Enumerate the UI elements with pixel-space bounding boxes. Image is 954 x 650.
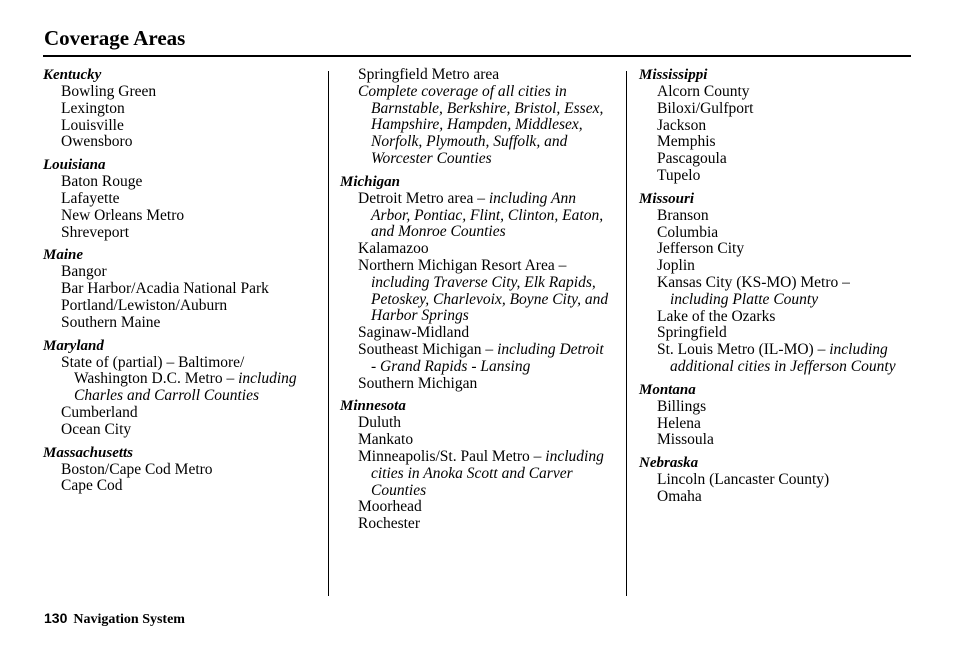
city-name: Springfield [657,324,727,342]
city-name: Billings [657,397,707,415]
column-1 [43,67,315,495]
city-entry [639,225,911,242]
city-list [43,84,315,151]
page-footer [44,609,185,629]
coverage-note: including Traverse City, Elk Rapids, Petoskey, Charlevoix, Boyne City, and Harbor Springs [371,273,609,325]
city-entry [43,225,315,242]
city-list [340,415,612,533]
state-heading: Louisiana [43,157,106,174]
city-entry [639,151,911,168]
city-name: St. Louis Metro (IL-MO) – [657,341,830,359]
city-name: Tupelo [657,166,701,184]
city-list [43,355,315,439]
city-name: Lafayette [61,189,120,207]
city-entry [43,208,315,225]
state-heading: Maine [43,247,84,264]
city-entry [340,191,612,241]
city-entry [639,342,911,376]
city-entry [43,355,315,405]
title-divider [43,55,911,57]
city-entry [340,376,612,393]
city-entry [639,241,911,258]
city-list [639,208,911,376]
city-entry [340,342,612,376]
city-list [43,264,315,331]
city-entry [639,432,911,449]
state-heading: Montana [639,381,696,398]
city-name: Biloxi/Gulfport [657,99,754,117]
coverage-note: including Platte County [670,290,819,308]
city-name: Pascagoula [657,150,727,168]
city-name: Alcorn County [657,83,750,100]
city-name: Louisville [61,116,124,134]
city-entry [43,281,315,298]
city-entry [43,101,315,118]
city-name: Helena [657,414,701,432]
city-name: Omaha [657,487,702,505]
city-entry [43,264,315,281]
city-list [639,399,911,449]
city-list [43,174,315,241]
footer-label: Navigation System [73,612,185,627]
city-name: Lincoln (Lancaster County) [657,471,830,489]
city-entry [43,315,315,332]
city-name: State of (partial) – Baltimore/ Washington D.C. Metro – [61,353,245,388]
state-heading: Nebraska [639,455,699,472]
city-name: Northern Michigan Resort Area – [358,256,567,274]
city-name: Lexington [61,99,125,117]
city-entry [43,174,315,191]
city-entry [639,258,911,275]
state-heading: Maryland [43,337,104,354]
city-name: Southeast Michigan – [358,340,498,358]
city-name: Kansas City (KS-MO) Metro – [657,273,850,291]
city-entry [639,118,911,135]
city-entry [639,489,911,506]
city-entry [639,208,911,225]
coverage-note: including Ann Arbor, Pontiac, Flint, Clinton, Eaton, and Monroe Counties [371,189,604,241]
city-name: Southern Maine [61,313,161,331]
city-name: Minneapolis/St. Paul Metro – [358,447,546,465]
city-name: Bowling Green [61,83,157,100]
city-entry [43,422,315,439]
city-name: Detroit Metro area – [358,189,489,207]
city-list [43,462,315,496]
city-name: Baton Rouge [61,173,143,191]
coverage-note: including Detroit - Grand Rapids - Lansing [371,340,604,375]
city-entry [340,432,612,449]
state-heading: Mississippi [639,67,708,83]
city-name: Boston/Cape Cod Metro [61,460,213,478]
page-title: Coverage Areas [44,26,186,50]
city-entry [639,84,911,101]
city-name: Moorhead [358,498,422,516]
city-entry [43,405,315,422]
city-name: Cape Cod [61,477,123,495]
city-entry [639,101,911,118]
city-entry [639,309,911,326]
city-entry [43,191,315,208]
city-entry [639,275,911,309]
city-list [340,67,612,168]
city-name: Branson [657,206,709,224]
coverage-note: Complete coverage of all cities in Barnstable, Berkshire, Bristol, Essex, Hampshire, Hampden, Middlesex, Norfolk, Plymouth, Suffolk, and Worcester Counties [358,82,604,167]
city-entry [639,399,911,416]
city-name: Jefferson City [657,240,745,258]
state-heading: Minnesota [340,398,406,415]
city-name: Southern Michigan [358,374,478,392]
column-3 [639,67,911,506]
coverage-note: including Charles and Carroll Counties [74,370,297,405]
city-entry [639,472,911,489]
city-entry [43,478,315,495]
city-list [340,191,612,393]
city-name: Bangor [61,263,107,281]
city-entry [639,168,911,185]
city-entry [340,258,612,325]
city-name: Bar Harbor/Acadia National Park [61,280,269,298]
city-entry [639,134,911,151]
city-name: Lake of the Ozarks [657,307,776,325]
city-list [639,84,911,185]
city-name: Mankato [358,431,414,449]
city-entry [340,241,612,258]
city-list [639,472,911,506]
city-name: Cumberland [61,403,138,421]
city-name: Owensboro [61,133,133,151]
city-name: New Orleans Metro [61,206,185,224]
column-2 [340,67,612,533]
state-heading: Michigan [340,173,401,190]
city-entry [43,134,315,151]
state-heading: Missouri [639,190,695,207]
city-entry [639,325,911,342]
city-name: Saginaw-Midland [358,324,470,342]
city-entry [340,499,612,516]
city-entry [340,449,612,499]
coverage-note: including cities in Anoka Scott and Carver Counties [371,447,604,499]
column-divider [328,71,329,596]
city-name: Kalamazoo [358,240,429,258]
state-heading: Massachusetts [43,444,134,461]
city-entry [43,84,315,101]
city-name: Memphis [657,133,716,151]
city-name: Joplin [657,257,695,275]
column-divider [626,71,627,596]
city-entry [340,516,612,533]
city-entry [43,298,315,315]
city-name: Rochester [358,515,420,533]
city-entry [639,416,911,433]
state-heading: Kentucky [43,67,102,83]
city-entry [43,462,315,479]
city-name: Missoula [657,431,714,449]
city-entry [340,84,612,168]
city-name: Ocean City [61,420,132,438]
city-entry [43,118,315,135]
city-entry [340,415,612,432]
city-name: Portland/Lewiston/Auburn [61,296,228,314]
page-number: 130 [44,610,68,626]
city-name: Jackson [657,116,707,134]
city-entry [340,67,612,84]
coverage-note: including additional cities in Jefferson County [670,341,896,375]
city-entry [340,325,612,342]
city-name: Duluth [358,414,402,432]
city-name: Columbia [657,223,719,241]
city-name: Springfield Metro area [358,66,500,83]
city-name: Shreveport [61,223,130,241]
